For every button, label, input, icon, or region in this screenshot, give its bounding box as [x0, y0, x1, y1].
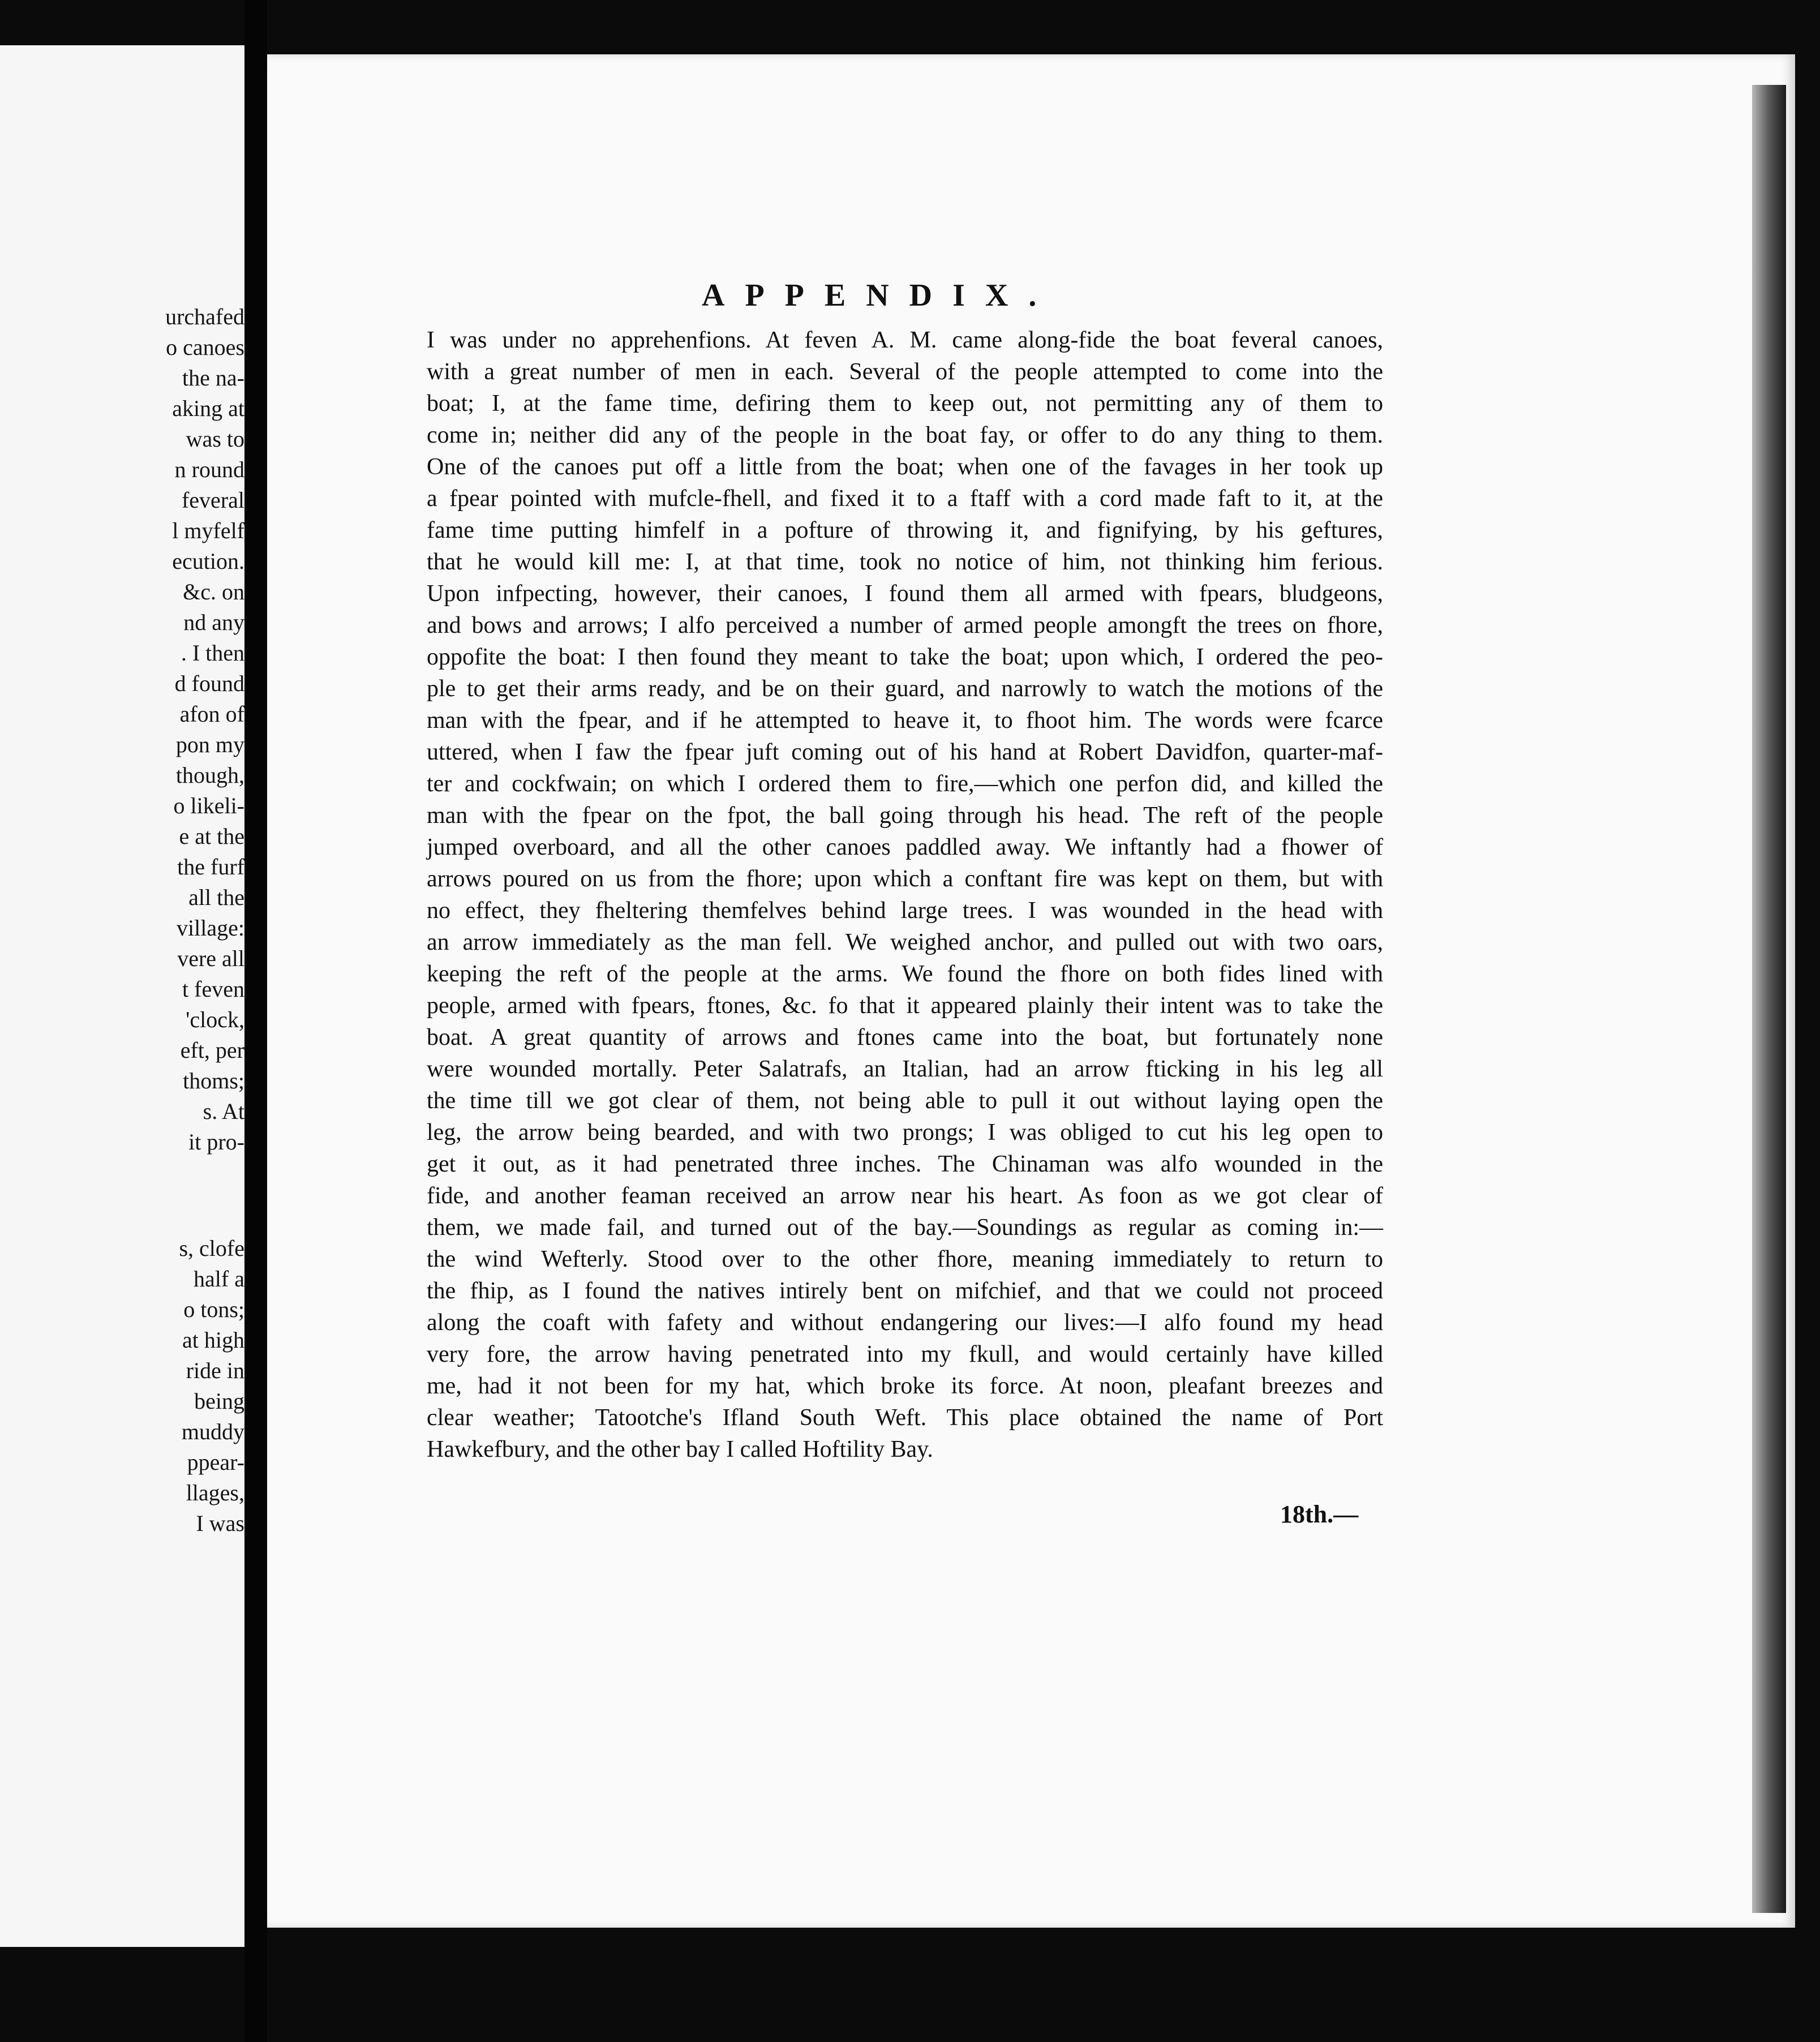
left-page-line: muddy — [181, 1419, 244, 1444]
body-line: arrows poured on us from the fhore; upon which a conftant fire was kept on them, but with — [427, 866, 1383, 892]
body-line: I was under no apprehenfions. At feven A. M. came along-fide the boat feveral canoes, — [427, 327, 1383, 353]
body-line: ple to get their arms ready, and be on their guard, and narrowly to watch the motions of the — [427, 676, 1383, 702]
body-line: no effect, they fheltering themfelves behind large trees. I was wounded in the head with — [427, 898, 1383, 924]
body-line: boat; I, at the fame time, defiring them to keep out, not permitting any of them to — [427, 391, 1383, 417]
left-page-line: 'clock, — [186, 1007, 244, 1032]
left-page-line: nd any — [183, 610, 244, 635]
catchword: 18th.— — [1280, 1500, 1359, 1528]
left-page-line: e at the — [179, 823, 244, 849]
left-page-fragment — [0, 45, 244, 1947]
left-page-line: o likeli- — [173, 793, 244, 818]
left-page-line: . I then — [181, 640, 244, 666]
body-line: man with the fpear, and if he attempted to heave it, to fhoot him. The words were fcarce — [427, 707, 1383, 733]
body-line: fide, and another feaman received an arrow near his heart. As foon as we got clear of — [427, 1183, 1383, 1209]
body-line: ter and cockfwain; on which I ordered them to fire,—which one perfon did, and killed the — [427, 771, 1383, 797]
body-line: Upon infpecting, however, their canoes, I found them all armed with fpears, bludgeons, — [427, 581, 1383, 607]
body-line: an arrow immediately as the man fell. We weighed anchor, and pulled out with two oars, — [427, 929, 1383, 955]
left-page-line: the na- — [182, 365, 244, 391]
left-page-line: s. At — [203, 1099, 244, 1124]
body-line: clear weather; Tatootche's Ifland South Weft. This place obtained the name of Port — [427, 1405, 1383, 1431]
left-page-line: the furf — [177, 854, 244, 880]
left-page-line: afon of — [179, 701, 244, 727]
body-line: with a great number of men in each. Several of the people attempted to come into the — [427, 359, 1383, 385]
body-line: oppofite the boat: I then found they meant to take the boat; upon which, I ordered the peo- — [427, 644, 1383, 670]
body-line: along the coaft with fafety and without endangering our lives:—I alfo found my head — [427, 1310, 1383, 1336]
body-line: fame time putting himfelf in a pofture of throwing it, and fignifying, by his geftures, — [427, 517, 1383, 543]
body-line: boat. A great quantity of arrows and ftones came into the boat, but fortunately none — [427, 1024, 1383, 1050]
left-page-line: t feven — [182, 976, 244, 1002]
left-page-line: n round — [174, 457, 244, 482]
body-line: very fore, the arrow having penetrated into my fkull, and would certainly have killed — [427, 1341, 1383, 1367]
left-page-line: being — [194, 1388, 244, 1414]
left-page-line: d found — [174, 671, 244, 696]
body-line: Hawkefbury, and the other bay I called Hoftility Bay. — [427, 1436, 933, 1462]
left-page-line: urchafed — [165, 304, 244, 329]
body-line: man with the fpear on the fpot, the ball going through his head. The reft of the people — [427, 803, 1383, 829]
left-page-line: pon my — [175, 732, 244, 757]
body-line: get it out, as it had penetrated three inches. The Chinaman was alfo wounded in the — [427, 1151, 1383, 1177]
body-line: come in; neither did any of the people in the boat fay, or offer to do any thing to them. — [427, 422, 1383, 448]
body-line: were wounded mortally. Peter Salatrafs, an Italian, had an arrow fticking in his leg all — [427, 1056, 1383, 1082]
left-page-line: at high — [182, 1327, 244, 1353]
body-line: people, armed with fpears, ftones, &c. fo that it appeared plainly their intent was to take the — [427, 993, 1383, 1019]
body-line: jumped overboard, and all the other canoes paddled away. We inftantly had a fhower of — [427, 834, 1383, 860]
body-line: One of the canoes put off a little from the boat; when one of the favages in her took up — [427, 454, 1383, 480]
left-page-line: was to — [186, 426, 244, 452]
left-page-line: village: — [177, 915, 244, 941]
left-page-line: llages, — [186, 1480, 244, 1505]
body-line: the wind Wefterly. Stood over to the other fhore, meaning immediately to return to — [427, 1246, 1383, 1272]
body-line: keeping the reft of the people at the arms. We found the fhore on both fides lined with — [427, 961, 1383, 987]
page-edge-shadow — [1752, 85, 1786, 1913]
left-page-line: ecution. — [172, 548, 244, 574]
body-line: uttered, when I faw the fpear juft coming out of his hand at Robert Davidfon, quarter-maf- — [427, 739, 1383, 765]
left-page-line: aking at — [172, 396, 244, 421]
left-page-line: vere all — [177, 946, 244, 971]
page-header: APPENDIX. — [702, 278, 1057, 313]
left-page-line: ppear- — [187, 1449, 244, 1475]
left-page-line: eft, per — [180, 1037, 244, 1063]
left-page-line: l myfelf — [172, 518, 244, 543]
left-page-line: o tons; — [183, 1297, 244, 1322]
left-page-line: I was — [196, 1511, 244, 1536]
left-page-line: though, — [175, 762, 244, 788]
left-page-line: feveral — [181, 487, 244, 513]
body-line: me, had it not been for my hat, which broke its force. At noon, pleafant breezes and — [427, 1373, 1383, 1399]
left-page-line: all the — [188, 885, 244, 910]
body-line: a fpear pointed with mufcle-fhell, and fixed it to a ftaff with a cord made faft to it, at the — [427, 486, 1383, 512]
body-line: the time till we got clear of them, not being able to pull it out without laying open the — [427, 1088, 1383, 1114]
body-line: the fhip, as I found the natives intirely bent on mifchief, and that we could not proceed — [427, 1278, 1383, 1304]
book-gutter — [244, 0, 267, 2042]
left-page-line: thoms; — [183, 1068, 244, 1093]
left-page-line: ride in — [186, 1358, 244, 1383]
body-line: and bows and arrows; I alfo perceived a number of armed people amongft the trees on fhore, — [427, 612, 1383, 638]
left-page-line: it pro- — [188, 1129, 244, 1155]
body-line: that he would kill me: I, at that time, took no notice of him, not thinking him ferious. — [427, 549, 1383, 575]
body-line: them, we made fail, and turned out of the bay.—Soundings as regular as coming in:— — [427, 1215, 1383, 1241]
left-page-line: &c. on — [183, 579, 244, 604]
left-page-line: s, clofe — [179, 1236, 244, 1261]
left-page-line: o canoes — [166, 334, 244, 360]
body-line: leg, the arrow being bearded, and with two prongs; I was obliged to cut his leg open to — [427, 1119, 1383, 1146]
left-page-line: half a — [194, 1266, 244, 1292]
